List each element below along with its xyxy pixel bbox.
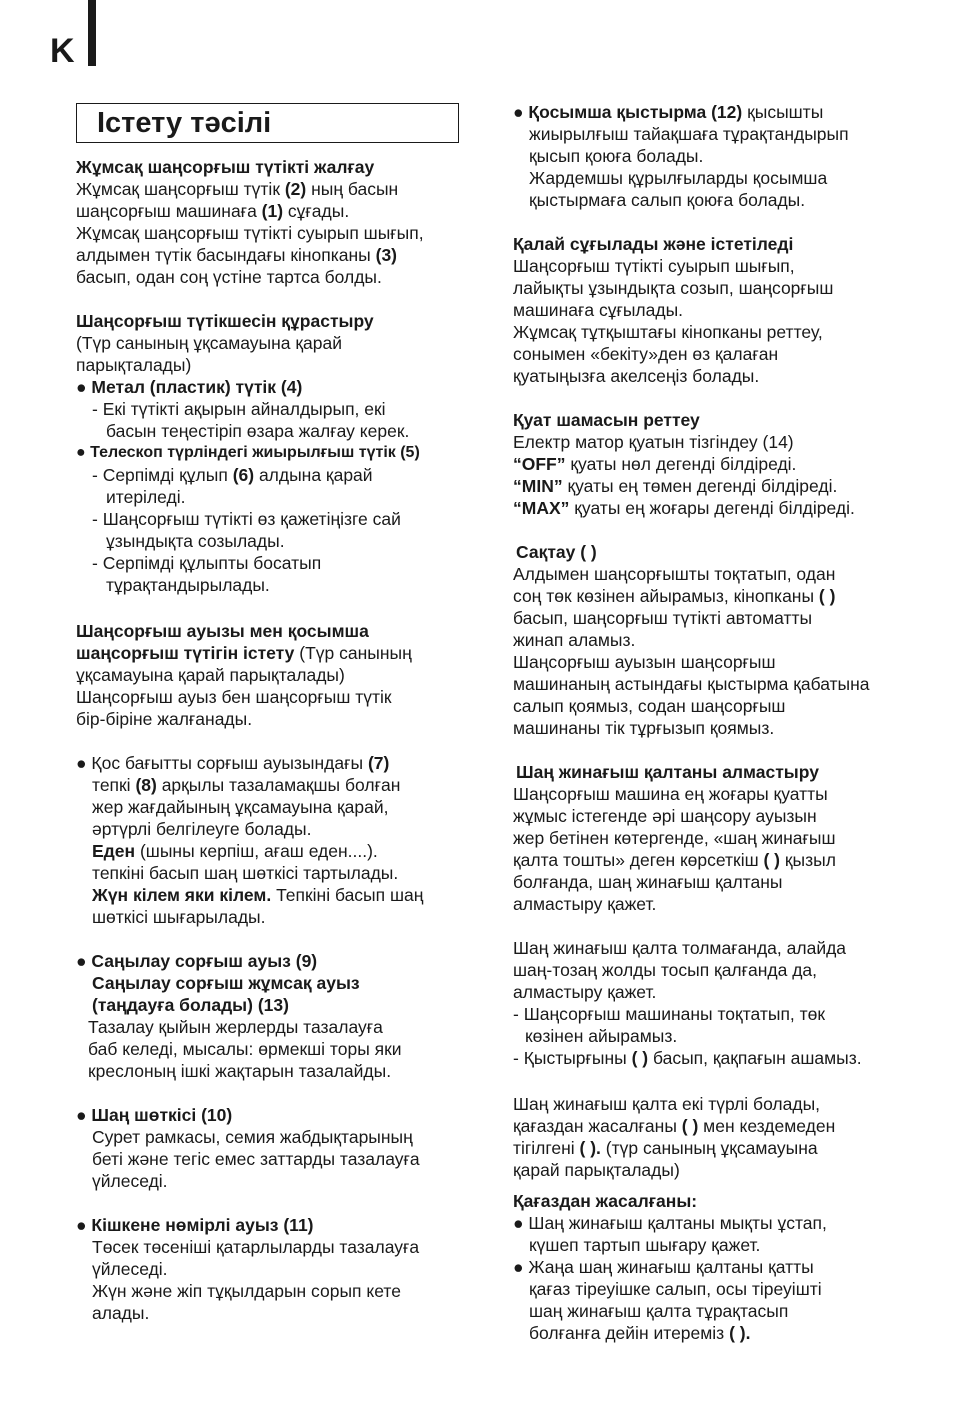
- paragraph-line: басып, шаңсорғыш түтікті автоматты: [513, 608, 813, 628]
- paragraph-line: баб келеді, мысалы: өрмекші торы яки: [88, 1039, 402, 1059]
- paragraph-line: қағаз тіреуішке салып, осы тіреуішті: [529, 1279, 822, 1299]
- paragraph-line: Шаң жинағыш қалта толмағанда, алайда: [513, 938, 847, 958]
- paragraph-line: - Шаңсорғыш түтікті өз қажетіңізге сай: [92, 509, 401, 529]
- paragraph-line: қыстырмаға салып қоюға болады.: [529, 190, 806, 210]
- list-item: ● Жаңа шаң жинағыш қалтаны қатты: [513, 1257, 814, 1277]
- paragraph-line: - Серпімді құлыпты босатып: [92, 553, 322, 573]
- paragraph-line: тепкіні басып шаң шөткісі тартылады.: [92, 863, 399, 883]
- paragraph-line: - Серпімді құлып (6) алдына қарай: [92, 465, 373, 485]
- paragraph-line: жер бетінен көтергенде, «шаң жинағыш: [513, 828, 836, 848]
- paragraph-line: алады.: [92, 1303, 150, 1323]
- paragraph-line: Төсек төсеніші қатарлыларды тазалауға: [92, 1237, 420, 1257]
- section-heading: Шаңсорғыш түтікшесін құрастыру: [76, 311, 374, 331]
- paragraph-line: Шаңсорғыш ауыз бен шаңсорғыш түтік: [76, 687, 392, 707]
- paragraph-line: Шаң жинағыш қалта екі түрлі болады,: [513, 1094, 821, 1114]
- paragraph-line: соң төк көзінен айырамыз, кінопканы ( ): [513, 586, 836, 606]
- paragraph-line: шаңсорғыш машинаға (1) сұғады.: [76, 201, 350, 221]
- paragraph-line: жинап аламыз.: [513, 630, 636, 650]
- bullet-heading: Саңылау сорғыш жұмсақ ауыз: [92, 973, 360, 993]
- paragraph-line: ұзындықта созылады.: [106, 531, 285, 551]
- paragraph-line: Еден (шыны керпіш, ағаш еден....).: [92, 841, 378, 861]
- paragraph-line: қысып қоюға болады.: [529, 146, 704, 166]
- paragraph-line: машинаға сұғылады.: [513, 300, 684, 320]
- paragraph-line: Тазалау қыйын жерлерды тазалауға: [88, 1017, 383, 1037]
- paragraph-line: лайықты ұзындықта созып, шаңсорғыш: [513, 278, 834, 298]
- paragraph-line: көзінен айырамыз.: [525, 1026, 678, 1046]
- paragraph-line: Жұмсақ тұтқыштағы кінопканы реттеу,: [513, 322, 823, 342]
- section-heading: Қағаздан жасалғаны:: [513, 1191, 698, 1211]
- paragraph-line: күшеп тартып шығару қажет.: [529, 1235, 761, 1255]
- paragraph-line: алмастыру қажет.: [513, 982, 657, 1002]
- section-heading: Шаң жинағыш қалтаны алмастыру: [516, 762, 819, 782]
- paragraph-line: Сурет рамкасы, семия жабдықтарының: [92, 1127, 413, 1147]
- section-heading: шаңсорғыш түтігін істету (Түр санының: [76, 643, 412, 663]
- section-heading: Қалай сұғылады және істетіледі: [513, 234, 794, 254]
- paragraph-line: әртүрлі белгілеуге болады.: [92, 819, 312, 839]
- paragraph-line: беті және тегіс емес заттарды тазалауға: [92, 1149, 420, 1169]
- paragraph-line: Шаңсорғыш машина ең жоғары қуатты: [513, 784, 828, 804]
- bullet-heading: ● Шаң шөткісі (10): [76, 1105, 233, 1125]
- section-heading: Қуат шамасын реттеу: [513, 410, 700, 430]
- language-code: K: [50, 32, 75, 70]
- paragraph-line: үйлеседі.: [92, 1171, 168, 1191]
- paragraph-line: Жардемшы құрылғыларды қосымша: [529, 168, 828, 188]
- paragraph-line: үйлеседі.: [92, 1259, 168, 1279]
- paragraph-line: тұрақтандырылады.: [106, 575, 270, 595]
- paragraph-line: Жұмсақ шаңсорғыш түтікті суырып шығып,: [76, 223, 424, 243]
- list-item: ● Шаң жинағыш қалтаны мықты ұстап,: [513, 1213, 827, 1233]
- paragraph-line: жұмыс істегенде әрі шаңсору ауызын: [513, 806, 817, 826]
- paragraph-line: қарай парықталады): [513, 1160, 680, 1180]
- page-title: Істету тәсілі: [97, 107, 272, 139]
- paragraph-line: - Екі түтікті ақырын айналдырып, екі: [92, 399, 386, 419]
- paragraph-line: тігілгені ( ). (түр санының ұқсамауына: [513, 1138, 818, 1158]
- paragraph-line: қалта тошты» деген көрсеткіш ( ) қызыл: [513, 850, 836, 870]
- section-heading: Сақтау ( ): [516, 542, 597, 562]
- bullet-heading: ● Метал (пластик) түтік (4): [76, 377, 303, 397]
- paragraph-line: жиырылғыш тайақшаға тұрақтандырып: [529, 124, 849, 144]
- paragraph-line: “OFF” қуаты нөл дегенді білдіреді.: [513, 454, 797, 474]
- paragraph-line: “MAX” қуаты ең жоғары дегенді білдіреді.: [513, 498, 855, 518]
- paragraph-line: ұқсамауына қарай парықталады): [76, 665, 345, 685]
- paragraph-line: (Түр санының ұқсамауына қарай: [76, 333, 343, 353]
- paragraph-line: сонымен «бекіту»ден өз қалаған: [513, 344, 779, 364]
- paragraph-line: машинаның астындағы қыстырма қабатына: [513, 674, 870, 694]
- paragraph-line: басын теңестіріп өзара жалғау керек.: [106, 421, 410, 441]
- paragraph-line: Жүн кілем яки кілем. Тепкіні басып шаң: [92, 885, 424, 905]
- bullet-heading: ● Саңылау сорғыш ауыз (9): [76, 951, 318, 971]
- bullet-heading: ● Телескоп түрліндегі жиырылғыш түтік (5): [76, 444, 420, 461]
- paragraph-line: алдымен түтік басындағы кінопканы (3): [76, 245, 398, 265]
- section-heading: Жұмсақ шаңсорғыш түтікті жалғау: [76, 157, 375, 177]
- section-heading: Шаңсорғыш ауызы мен қосымша: [76, 621, 369, 641]
- header-bar: [88, 0, 96, 66]
- paragraph-line: Алдымен шаңсорғышты тоқтатып, одан: [513, 564, 836, 584]
- bullet-heading: ● Кішкене нөмірлі ауыз (11): [76, 1215, 314, 1235]
- paragraph-line: - Қыстырғыны ( ) басып, қақпағын ашамыз.: [513, 1048, 862, 1068]
- paragraph-line: басып, одан соң үстіне тартса болды.: [76, 267, 382, 287]
- paragraph-line: итеріледі.: [106, 487, 186, 507]
- bullet-heading: (таңдауға болады) (13): [92, 995, 289, 1015]
- paragraph-line: қуатыңызға акелсеңіз болады.: [513, 366, 760, 386]
- paragraph-line: Шаңсорғыш ауызын шаңсорғыш: [513, 652, 776, 672]
- paragraph-line: бір-біріне жалғанады.: [76, 709, 253, 729]
- paragraph-line: Жүн және жіп тұқылдарын сорып кете: [92, 1281, 401, 1301]
- paragraph-line: шаң жинағыш қалта тұрақтасып: [529, 1301, 789, 1321]
- paragraph-line: машинаны тік тұрғызып қоямыз.: [513, 718, 775, 738]
- paragraph-line: жер жағдайының ұқсамауына қарай,: [92, 797, 389, 817]
- paragraph-line: Електр матор қуатын тізгіндеу (14): [513, 432, 794, 452]
- paragraph-line: ● Қос бағытты сорғыш ауызындағы (7): [76, 753, 390, 773]
- paragraph-line: қағаздан жасалғаны ( ) мен кездемеден: [513, 1116, 836, 1136]
- paragraph-line: болғанға дейін итереміз ( ).: [529, 1323, 751, 1343]
- paragraph-line: Жұмсақ шаңсорғыш түтік (2) ның басын: [76, 179, 399, 199]
- paragraph-line: алмастыру қажет.: [513, 894, 657, 914]
- title-box: [76, 103, 459, 143]
- paragraph-line: Шаңсорғыш түтікті суырып шығып,: [513, 256, 795, 276]
- paragraph-line: креслоның ішкі жақтарын тазалайды.: [88, 1061, 392, 1081]
- bullet-heading: ● Қосымша қыстырма (12) қысышты: [513, 102, 824, 122]
- paragraph-line: шөткісі шығарылады.: [92, 907, 266, 927]
- paragraph-line: тепкі (8) арқылы тазаламақшы болған: [92, 775, 401, 795]
- paragraph-line: салып қоямыз, содан шаңсорғыш: [513, 696, 786, 716]
- paragraph-line: парықталады): [76, 355, 192, 375]
- paragraph-line: “MIN” қуаты ең төмен дегенді білдіреді.: [513, 476, 838, 496]
- paragraph-line: шаң-тозаң жолды тосып қалғанда да,: [513, 960, 818, 980]
- paragraph-line: болғанда, шаң жинағыш қалтаны: [513, 872, 783, 892]
- paragraph-line: - Шаңсорғыш машинаны тоқтатып, төк: [513, 1004, 826, 1024]
